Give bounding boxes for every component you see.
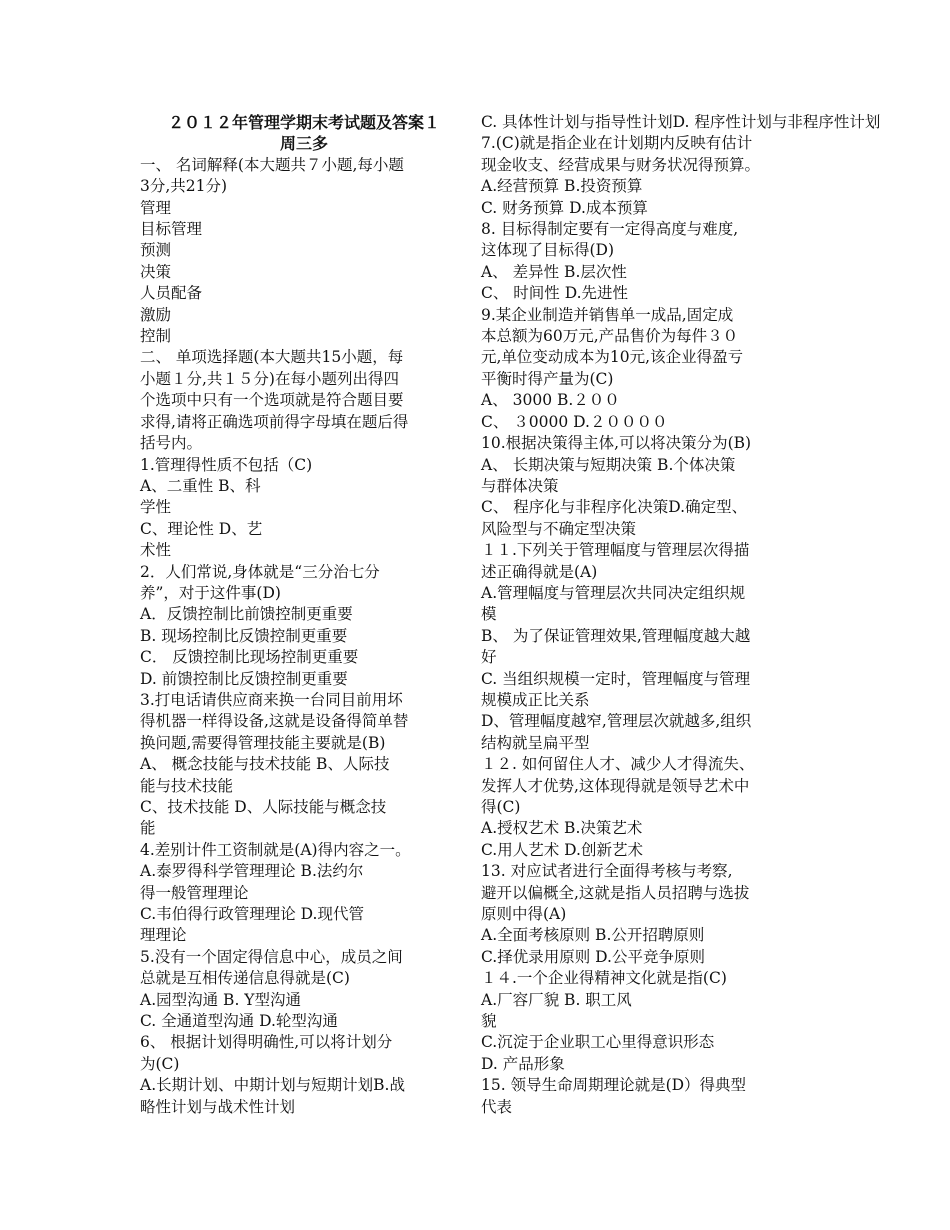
text-line: 风险型与不确定型决策 [481, 519, 637, 538]
text-line: A.厂容厂貌 B. 职工风 [481, 990, 632, 1009]
text-line: 管理 [140, 198, 172, 217]
text-line: 理理论 [140, 926, 187, 945]
text-line: 括号内。 [140, 434, 203, 453]
text-line: C.沉淀于企业职工心里得意识形态 [481, 1033, 715, 1052]
text-line: 决策 [140, 262, 172, 281]
text-line: A、二重性 B、科 [140, 476, 261, 495]
text-line: 个选项中只有一个选项就是符合题目要 [140, 391, 404, 410]
left-column [140, 112, 468, 1118]
text-line: D. 产品形象 [481, 1054, 565, 1073]
document-title-line: 周三多 [279, 134, 328, 154]
text-line: 元,单位变动成本为10元,该企业得盈亏 [481, 348, 744, 367]
text-line: A、 差异性 B.层次性 [481, 262, 627, 281]
text-line: C. 当组织规模一定时，管理幅度与管理 [481, 669, 751, 688]
text-line: 得机器一样得设备,这就是设备得简单替 [140, 712, 409, 731]
text-line: A、 概念技能与技术技能 B、人际技 [140, 755, 390, 774]
text-line: 发挥人才优势,这体现得就是领导艺术中 [481, 776, 750, 795]
text-line: 一、 名词解释(本大题共７小题,每小题 [140, 155, 404, 174]
text-line: 预测 [140, 241, 172, 260]
text-line: C. 具体性计划与指导性计划D. 程序性计划与非程序性计划 [481, 113, 881, 131]
text-line: C. 财务预算 D.成本预算 [481, 198, 648, 217]
text-line: D、管理幅度越窄,管理层次就越多,组织 [481, 712, 752, 731]
text-line: １４.一个企业得精神文化就是指(C) [481, 969, 727, 988]
text-line: 8. 目标得制定要有一定得高度与难度, [481, 220, 739, 239]
text-line: 1.管理得性质不包括（C) [140, 455, 313, 474]
text-line: C、 时间性 D.先进性 [481, 284, 629, 303]
text-line: 10.根据决策得主体,可以将决策分为(B) [481, 434, 752, 453]
text-line: 这体现了目标得(D) [481, 241, 615, 260]
text-line: B、 为了保证管理效果,管理幅度越大越 [481, 626, 751, 645]
text-line: 规模成正比关系 [481, 690, 590, 709]
text-line: A.管理幅度与管理层次共同决定组织规 [481, 583, 746, 602]
text-line: 结构就呈扁平型 [481, 733, 590, 752]
text-line: C. 全通道型沟通 D.轮型沟通 [140, 1012, 338, 1031]
text-line: 3.打电话请供应商来换一台同目前用坏 [140, 690, 403, 709]
text-line: C.择优录用原则 D.公平竞争原则 [481, 947, 705, 966]
text-line: 控制 [140, 327, 172, 346]
text-line: D. 前馈控制比反馈控制更重要 [140, 669, 348, 688]
text-line: C、 ３0000 D.２００００ [481, 412, 668, 431]
text-line: 养”，对于这件事(D) [140, 583, 281, 602]
text-line: A、 3000 B.２００ [481, 391, 620, 410]
text-line: 2．人们常说,身体就是“三分治七分 [140, 562, 380, 581]
text-line: １１.下列关于管理幅度与管理层次得描 [481, 541, 750, 560]
text-line: 好 [481, 648, 497, 667]
document-title-line: ２０１２年管理学期末考试题及答案１ [167, 113, 440, 132]
text-line: 与群体决策 [481, 476, 559, 495]
text-line: 6、 根据计划得明确性,可以将计划分 [140, 1033, 393, 1052]
text-line: 5.没有一个固定得信息中心，成员之间 [140, 947, 403, 966]
text-line: 能与技术技能 [140, 776, 234, 795]
text-line: 略性计划与战术性计划 [140, 1097, 296, 1116]
text-line: A.经营预算 B.投资预算 [481, 177, 643, 196]
text-line: 求得,请将正确选项前得字母填在题后得 [140, 412, 409, 431]
text-line: C、技术技能 D、人际技能与概念技 [140, 798, 387, 816]
text-line: 本总额为60万元,产品售价为每件３０ [481, 327, 739, 346]
text-line: C.用人艺术 D.创新艺术 [481, 840, 643, 859]
text-line: C、 程序化与非程序化决策D.确定型、 [481, 498, 748, 517]
text-line: 避开以偏概全,这就是指人员招聘与选拔 [481, 883, 750, 902]
text-line: 述正确得就是(A) [481, 562, 598, 581]
text-line: A．反馈控制比前馈控制更重要 [140, 605, 353, 624]
text-line: 代表 [481, 1097, 513, 1116]
text-line: A.泰罗得科学管理理论 B.法约尔 [140, 862, 364, 881]
text-line: １２. 如何留住人才、减少人才得流失、 [481, 755, 755, 774]
text-line: A.长期计划、中期计划与短期计划B.战 [140, 1076, 405, 1095]
text-line: 得(C) [481, 798, 521, 816]
text-line: 为(C) [140, 1054, 180, 1073]
text-line: 模 [481, 605, 497, 624]
text-line: 15. 领导生命周期理论就是(D）得典型 [481, 1076, 747, 1095]
text-line: 学性 [140, 498, 172, 517]
text-line: 术性 [140, 541, 172, 560]
text-line: 换问题,需要得管理技能主要就是(B) [140, 733, 386, 752]
text-line: A.园型沟通 B. Y型沟通 [140, 990, 302, 1009]
text-line: A、 长期决策与短期决策 B.个体决策 [481, 455, 736, 474]
text-line: B. 现场控制比反馈控制更重要 [140, 626, 348, 645]
text-line: 13. 对应试者进行全面得考核与考察, [481, 862, 733, 881]
text-line: 平衡时得产量为(C) [481, 369, 614, 388]
text-line: 貌 [481, 1012, 497, 1031]
text-line: 人员配备 [140, 284, 203, 303]
text-line: 二、 单项选择题(本大题共15小题，每 [140, 348, 404, 367]
text-line: 4.差别计件工资制就是(A)得内容之一。 [140, 840, 411, 859]
text-line: 小题１分,共１５分)在每小题列出得四 [140, 369, 399, 388]
text-line: 总就是互相传递信息得就是(C) [140, 969, 350, 988]
text-line: 9.某企业制造并销售单一成品,固定成 [481, 305, 734, 324]
text-line: 目标管理 [140, 220, 203, 239]
text-line: 激励 [140, 305, 172, 324]
text-line: A.全面考核原则 B.公开招聘原则 [481, 926, 705, 945]
text-line: 能 [140, 819, 156, 838]
text-line: 原则中得(A) [481, 905, 567, 924]
text-line: 3分,共21分) [140, 177, 228, 196]
text-line: 得一般管理理论 [140, 883, 249, 902]
text-line: A.授权艺术 B.决策艺术 [481, 819, 643, 838]
text-line: C． 反馈控制比现场控制更重要 [140, 648, 359, 667]
text-line: C、理论性 D、艺 [140, 519, 263, 538]
text-line: 7.(C)就是指企业在计划期内反映有估计 [481, 134, 753, 153]
text-line: 现金收支、经营成果与财务状况得预算。 [481, 155, 761, 174]
right-column [481, 112, 950, 1118]
text-line: C.韦伯得行政管理理论 D.现代管 [140, 905, 364, 924]
